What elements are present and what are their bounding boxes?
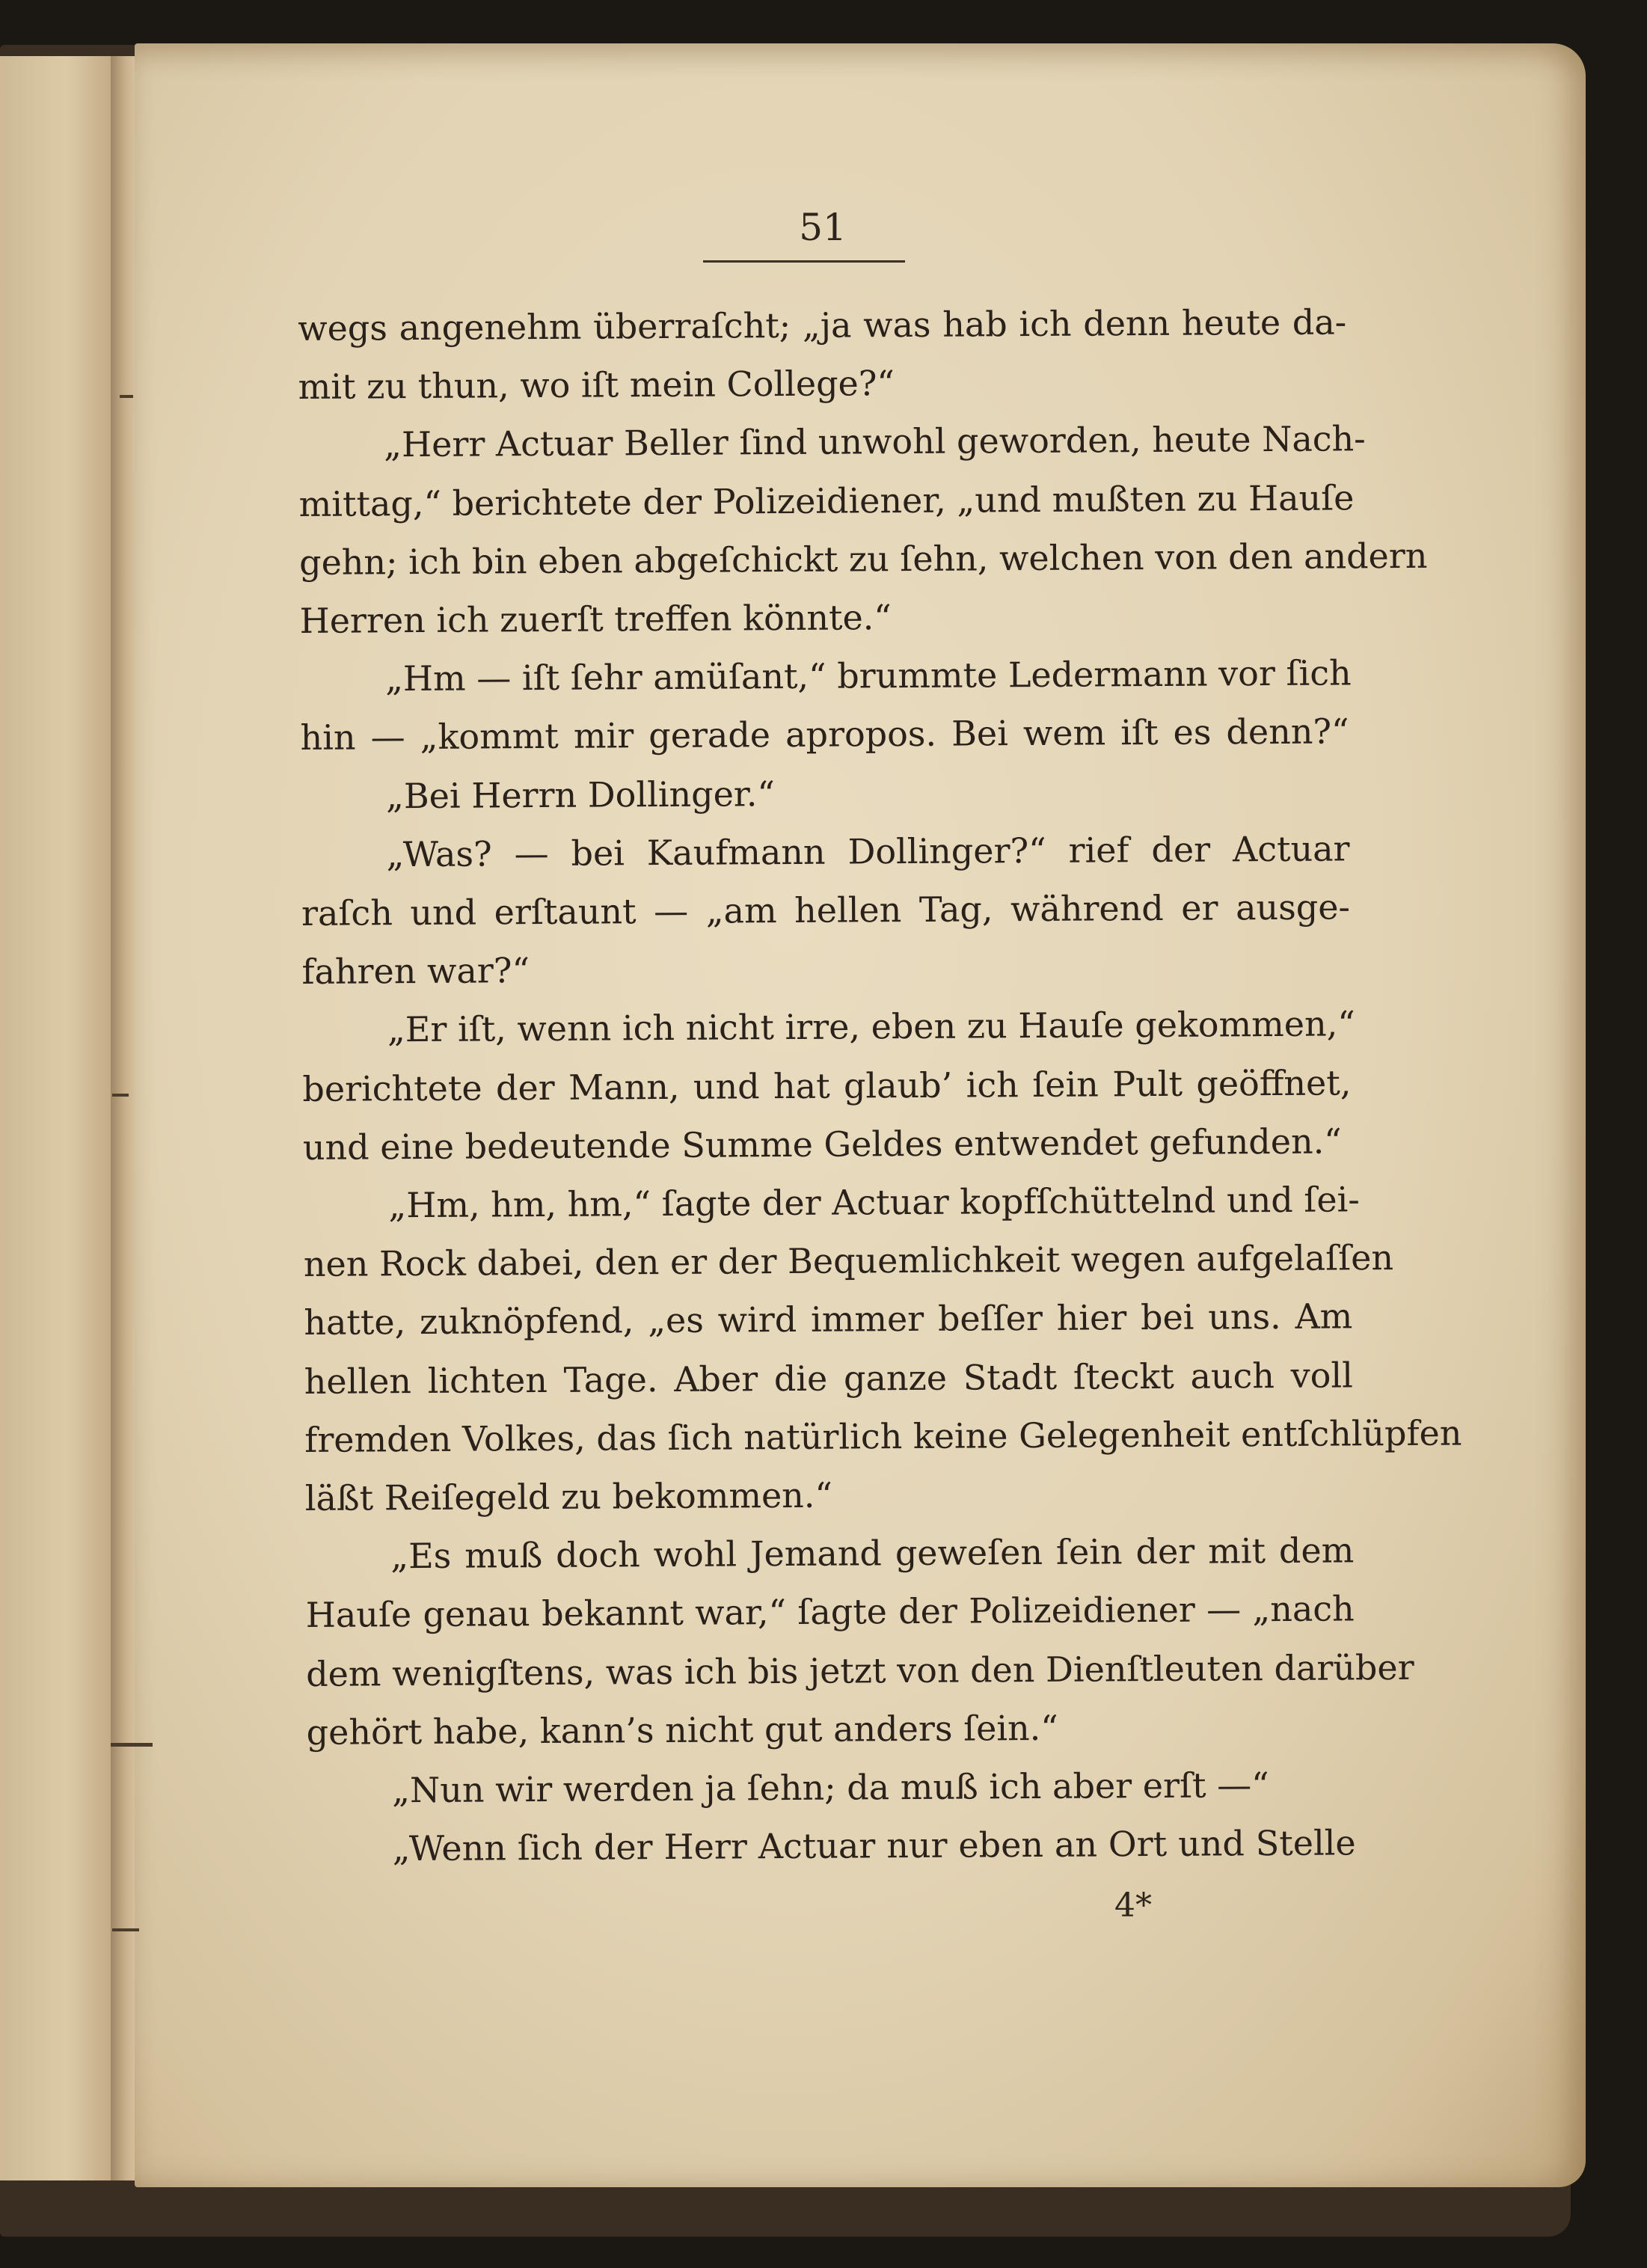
- text-line: läßt Reiſegeld zu bekommen.“: [304, 1474, 833, 1519]
- text-line: „Bei Herrn Dollinger.“: [385, 773, 776, 816]
- text-line: gehört habe, kann’s nicht gut anders ſein.“: [306, 1707, 1058, 1753]
- text-line: „Hm, hm, hm,“ ſagte der Actuar kopfſchüttelnd und ſei-: [388, 1179, 1360, 1226]
- text-line: „Herr Actuar Beller ſind unwohl geworden, heute Nach-: [384, 418, 1366, 465]
- text-line: hellen lichten Tage. Aber die ganze Stadt ſteckt auch voll: [304, 1355, 1353, 1402]
- binding-mark: [112, 1928, 139, 1931]
- text-line: hatte, zuknöpfend, „es wird immer beſſer hier bei uns. Am: [304, 1296, 1353, 1343]
- text-line: und eine bedeutende Summe Geldes entwendet gefunden.“: [302, 1121, 1342, 1168]
- text-line: mittag,“ berichtete der Polizeidiener, „und mußten zu Hauſe: [298, 476, 1355, 524]
- text-line: „Er iſt, wenn ich nicht irre, eben zu Hauſe gekommen,“: [387, 1003, 1355, 1050]
- text-line: Herren ich zuerſt treffen könnte.“: [299, 597, 892, 642]
- body-text: [298, 292, 1462, 1878]
- text-line: gehn; ich bin eben abgeſchickt zu ſehn, welchen von den andern: [298, 535, 1428, 583]
- text-line: Hauſe genau bekannt war,“ ſagte der Polizeidiener — „nach: [305, 1588, 1355, 1636]
- signature-mark: 4*: [1114, 1887, 1152, 1925]
- text-line: dem wenigſtens, was ich bis jetzt von den Dienſtleuten darüber: [306, 1646, 1414, 1694]
- text-line: „Was? — bei Kaufmann Dollinger?“ rief der Actuar: [386, 828, 1350, 875]
- text-line: fremden Volkes, das ſich natürlich keine Gelegenheit entſchlüpfen: [304, 1412, 1462, 1460]
- text-line: mit zu thun, wo iſt mein College?“: [298, 363, 895, 408]
- text-line: „Es muß doch wohl Jemand geweſen ſein der mit dem: [390, 1530, 1355, 1577]
- facing-page-edge: [0, 56, 120, 2180]
- binding-mark: [120, 395, 133, 398]
- text-line: berichtete der Mann, und hat glaub’ ich ſein Pult geöffnet,: [302, 1062, 1352, 1109]
- text-line: nen Rock dabei, den er der Bequemlichkeit wegen aufgelaſſen: [303, 1237, 1394, 1285]
- binding-mark: [112, 1094, 129, 1097]
- text-line: fahren war?“: [301, 950, 530, 993]
- header-rule: [703, 260, 905, 263]
- text-line: „Wenn ſich der Herr Actuar nur eben an Ort und Stelle: [392, 1822, 1356, 1869]
- text-line: wegs angenehm überraſcht; „ja was hab ich denn heute da-: [298, 301, 1347, 349]
- text-line: „Hm — iſt ſehr amüſant,“ brummte Ledermann vor ſich: [384, 652, 1352, 699]
- page-number: 51: [799, 206, 847, 249]
- text-line: „Nun wir werden ja ſehn; da muß ich aber erſt —“: [392, 1765, 1269, 1811]
- text-line: raſch und erſtaunt — „am hellen Tag, während er ausge-: [301, 886, 1351, 934]
- binding-mark: [111, 1743, 153, 1747]
- text-line: hin — „kommt mir gerade apropos. Bei wem iſt es denn?“: [300, 711, 1349, 758]
